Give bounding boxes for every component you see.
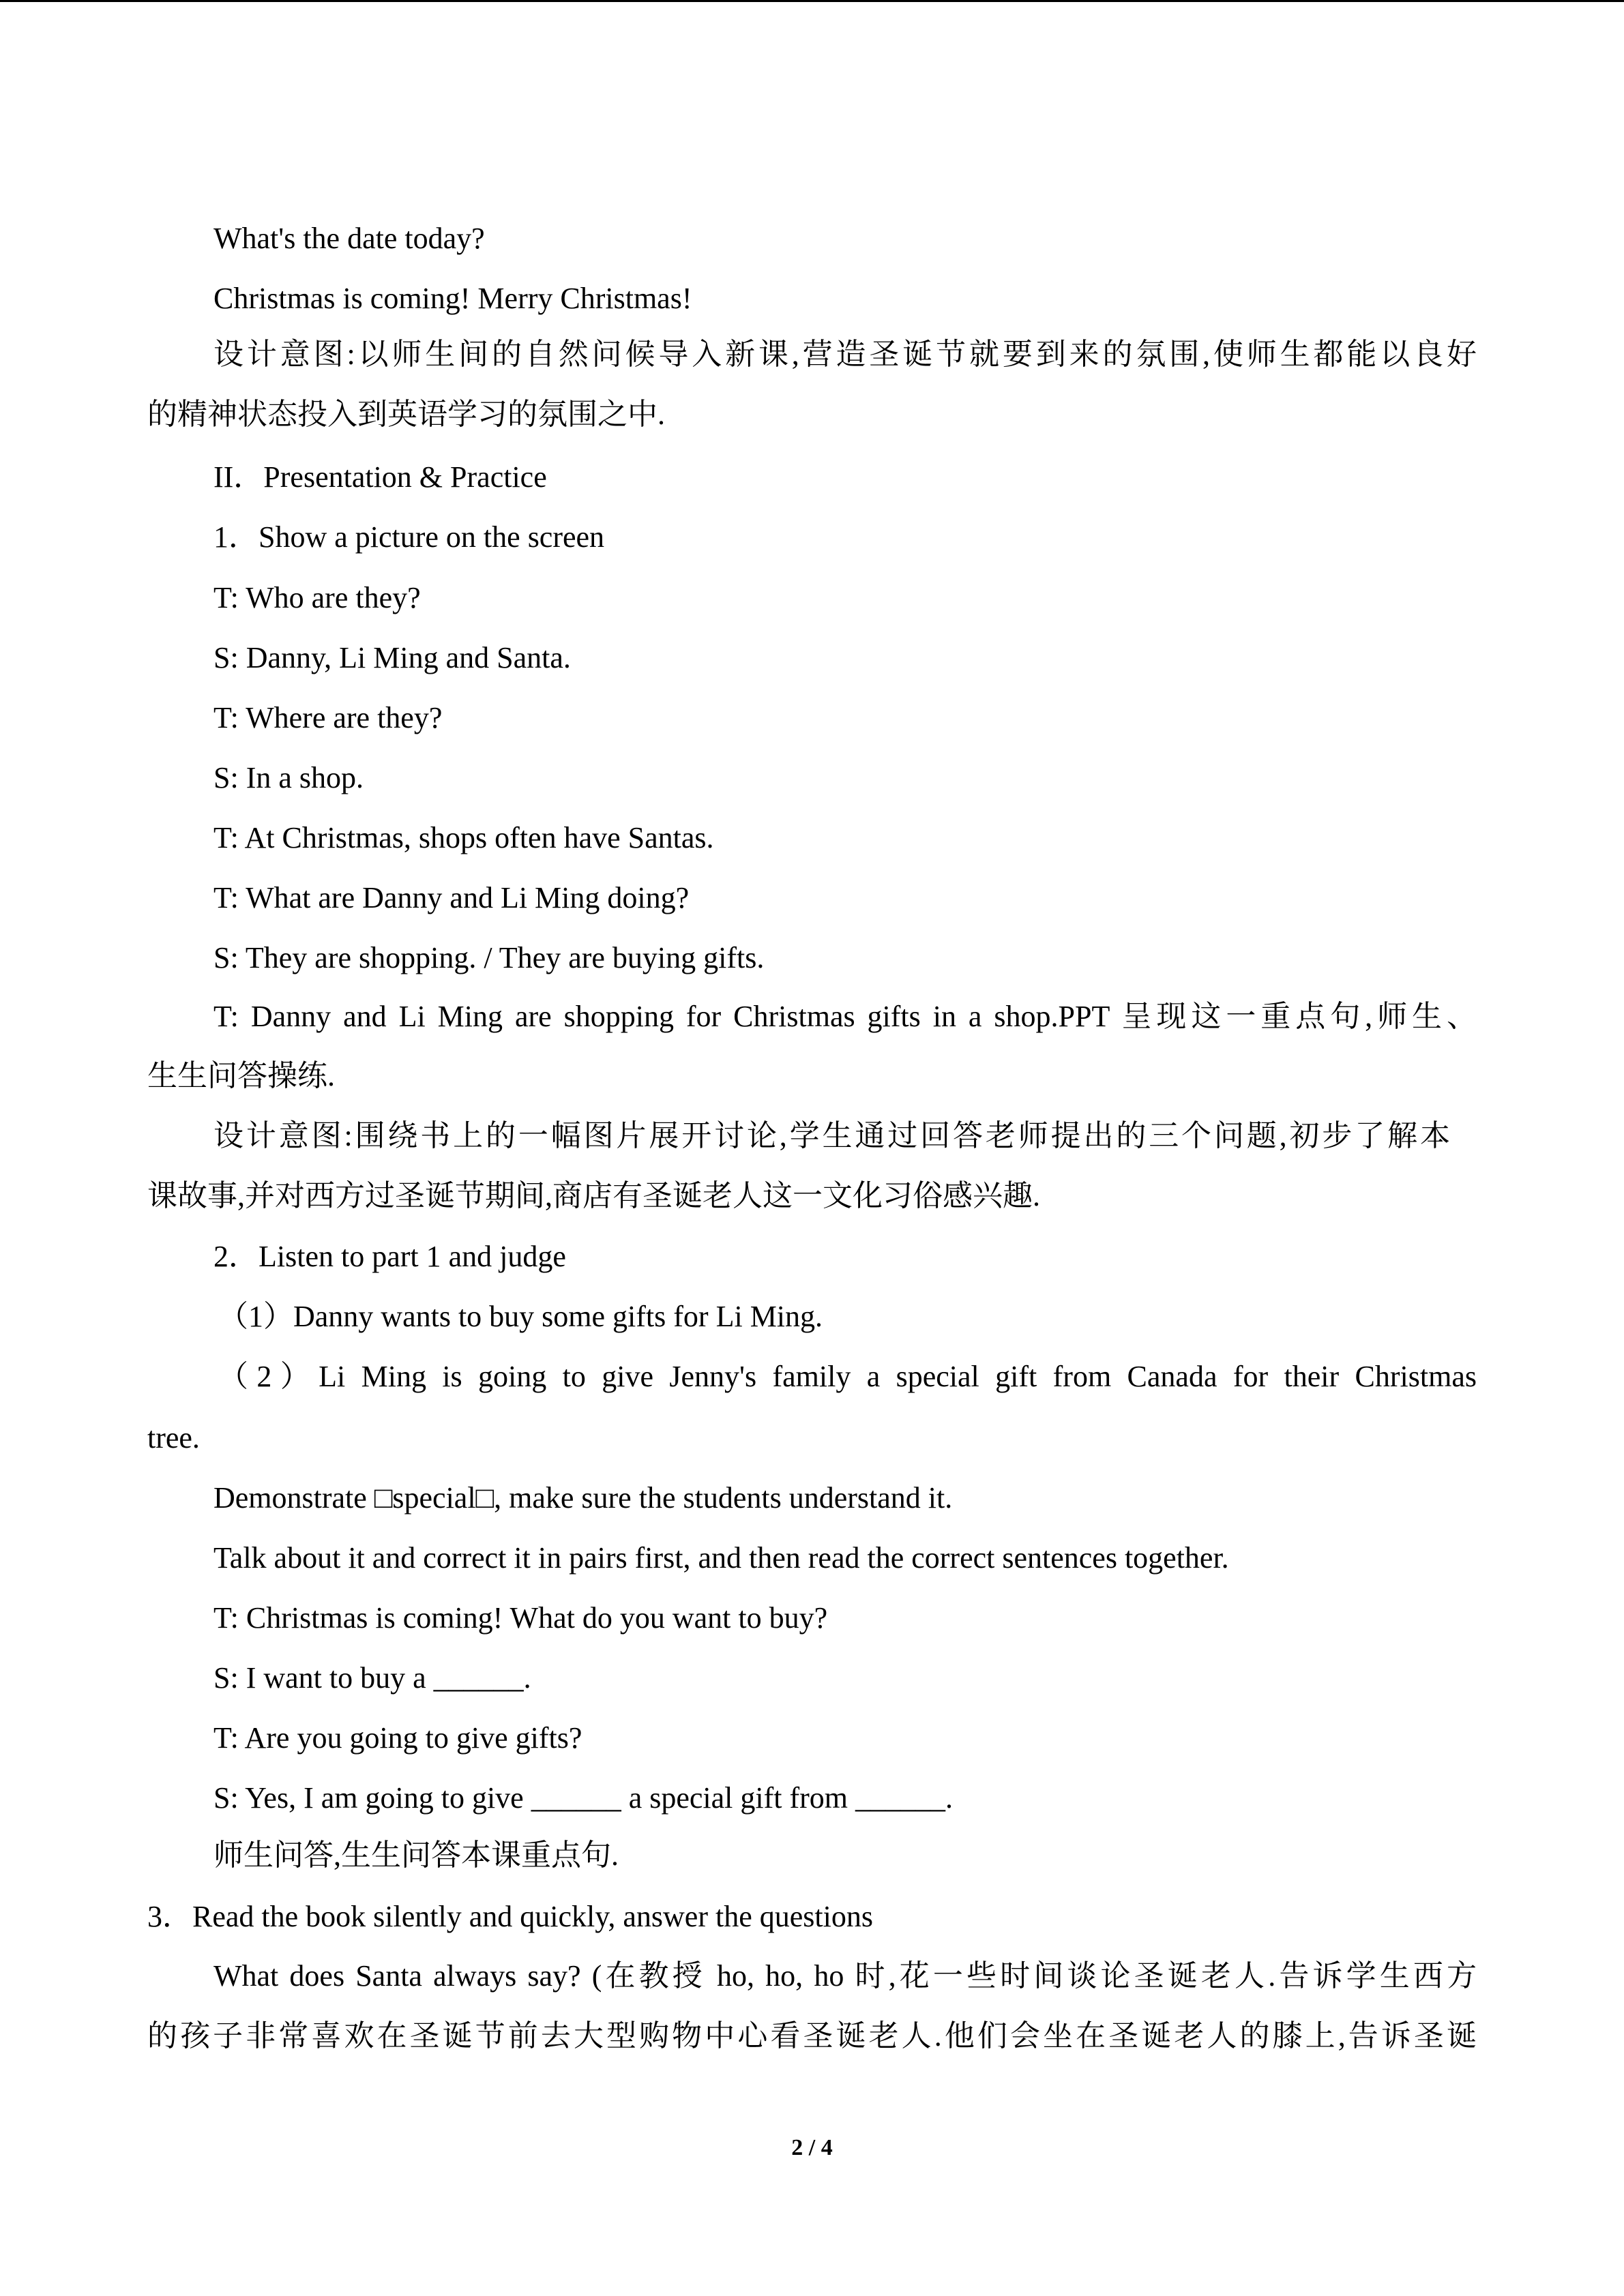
dialogue-line: S: Danny, Li Ming and Santa. (213, 641, 571, 674)
text-line: 课故事,并对西方过圣诞节期间,商店有圣诞老人这一文化习俗感兴趣. (147, 1179, 1040, 1212)
dialogue-line: S: In a shop. (213, 761, 364, 794)
text-line: Talk about it and correct it in pairs first, and then read the correct sentences together. (213, 1541, 1229, 1575)
dialogue-line: T: Where are they? (213, 701, 443, 734)
text-line: 设计意图:围绕书上的一幅图片展开讨论,学生通过回答老师提出的三个问题,初步了解本 (213, 1119, 1450, 1152)
dialogue-line: S: Yes, I am going to give ______ a special gift from ______. (213, 1781, 954, 1815)
step-heading: 1．Show a picture on the screen (213, 520, 605, 554)
text-line: tree. (147, 1421, 200, 1455)
dialogue-line: T: Danny and Li Ming are shopping for Christmas gifts in a shop.PPT 呈现这一重点句,师生、 (213, 1000, 1477, 1033)
text-line: 生生问答操练. (147, 1059, 335, 1092)
text-line: What does Santa always say? (在教授 ho, ho, ho 时,花一些时间谈论圣诞老人.告诉学生西方 (213, 1959, 1477, 1993)
dialogue-line: S: I want to buy a ______. (213, 1661, 531, 1695)
text-line: 设计意图:以师生间的自然问候导入新课,营造圣诞节就要到来的氛围,使师生都能以良好 (213, 338, 1477, 371)
list-item: （1）Danny wants to buy some gifts for Li Ming. (218, 1300, 823, 1333)
dialogue-line: T: Who are they? (213, 581, 421, 614)
step-heading: 3．Read the book silently and quickly, answer the questions (147, 1900, 873, 1933)
dialogue-line: T: What are Danny and Li Ming doing? (213, 881, 690, 914)
dialogue-line: T: At Christmas, shops often have Santas. (213, 821, 714, 854)
text-line: Demonstrate □special□, make sure the students understand it. (213, 1481, 953, 1515)
page-top-border (0, 0, 1624, 2)
dialogue-line: T: Are you going to give gifts? (213, 1721, 582, 1755)
section-heading: II．Presentation & Practice (213, 460, 547, 494)
step-heading: 2．Listen to part 1 and judge (213, 1240, 566, 1273)
list-item: （2）Li Ming is going to give Jenny's family a special gift from Canada for their Christmas (218, 1360, 1477, 1393)
text-line: 师生问答,生生问答本课重点句. (213, 1838, 619, 1872)
page-number: 2 / 4 (791, 2135, 833, 2160)
text-line: Christmas is coming! Merry Christmas! (213, 282, 692, 315)
text-line: 的孩子非常喜欢在圣诞节前去大型购物中心看圣诞老人.他们会坐在圣诞老人的膝上,告诉圣诞 (147, 2019, 1477, 2053)
text-line: What's the date today? (213, 222, 485, 255)
dialogue-line: S: They are shopping. / They are buying gifts. (213, 941, 765, 974)
text-line: 的精神状态投入到英语学习的氛围之中. (147, 398, 665, 431)
dialogue-line: T: Christmas is coming! What do you want to buy? (213, 1601, 828, 1635)
